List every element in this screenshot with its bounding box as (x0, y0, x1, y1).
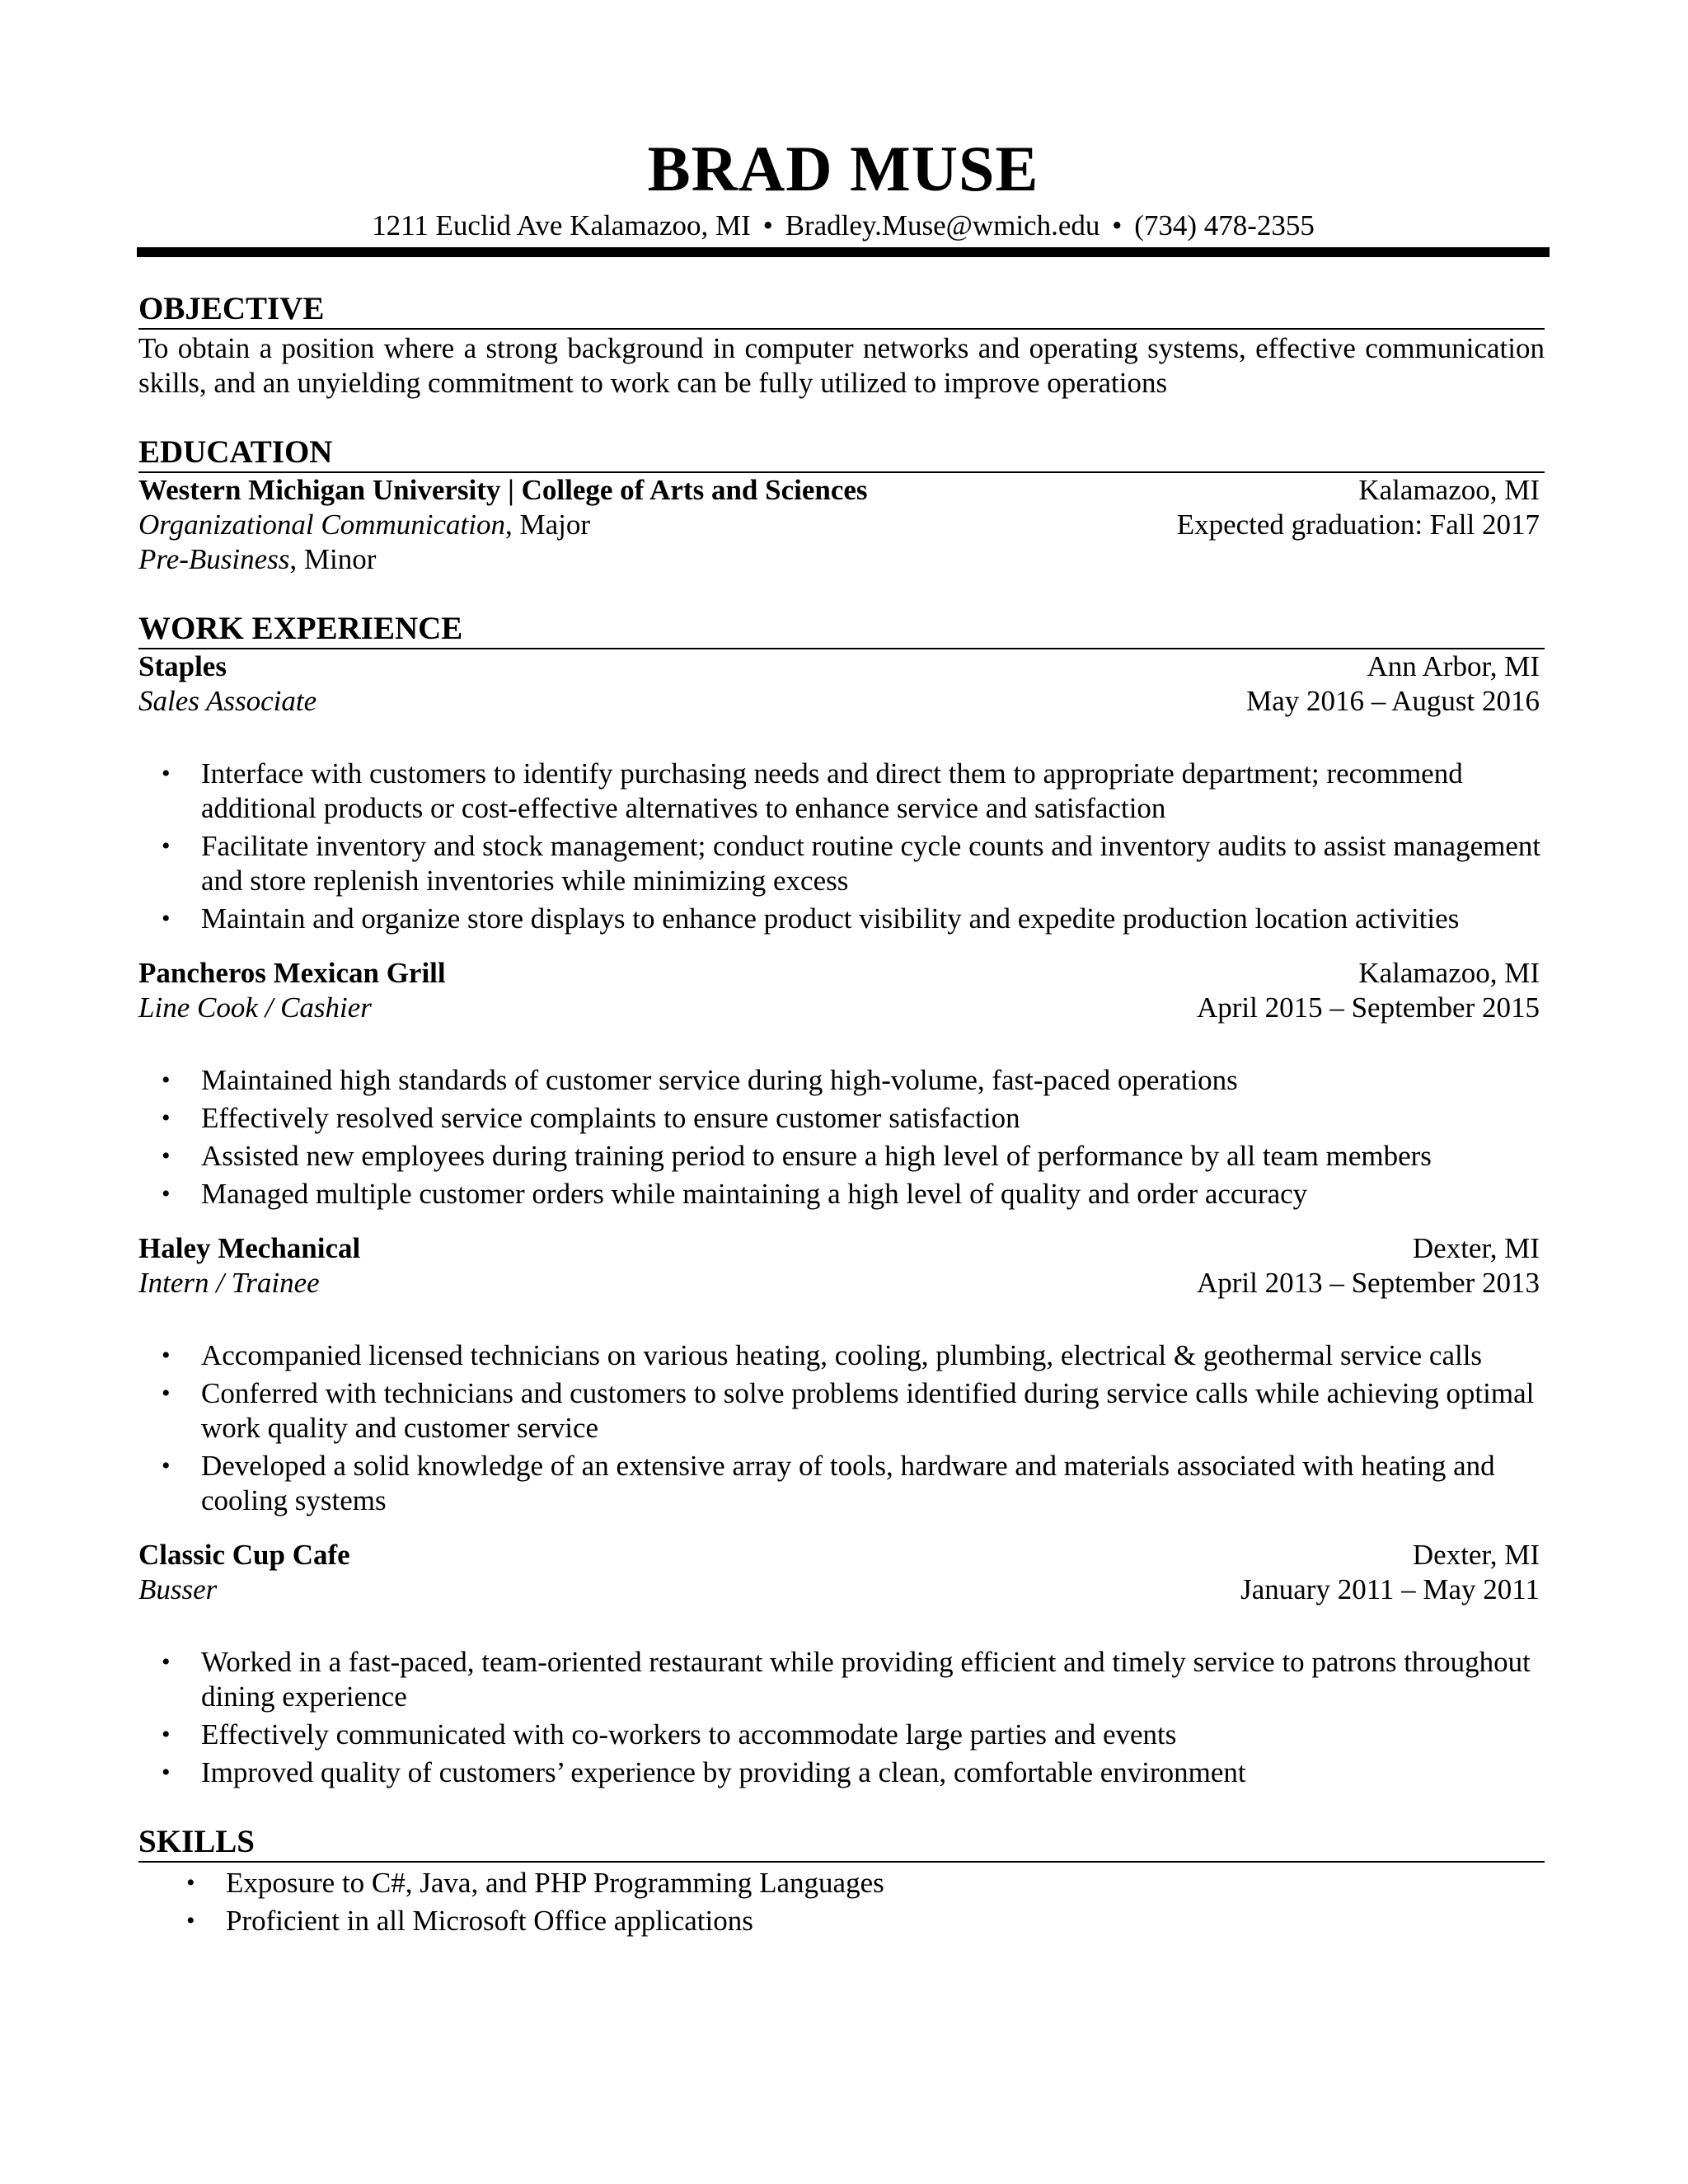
job-bullet (138, 1718, 1545, 1752)
job-role: Busser (138, 1573, 218, 1605)
bullet-text: Improved quality of customers’ experience by providing a clean, comfortable environment (201, 1756, 1246, 1788)
skill-item (138, 1904, 1545, 1938)
bullet-text: Conferred with technicians and customers to solve problems identified during service calls while achieving optimal work quality and customer service (201, 1377, 1535, 1444)
job-bullet (138, 1645, 1545, 1714)
contact-line (137, 208, 1550, 244)
job-bullets (138, 1645, 1545, 1790)
objective-section (138, 290, 1545, 401)
email: Bradley.Muse@wmich.edu (785, 209, 1100, 241)
bullet-text: Interface with customers to identify purchasing needs and direct them to appropriate department; recommend additional products or cost-effective alternatives to enhance service and satisfaction (201, 757, 1463, 824)
job-bullet (138, 1139, 1545, 1174)
bullet-icon: • (162, 1759, 171, 1786)
job-entry (138, 956, 1545, 1212)
company-name: Pancheros Mexican Grill (138, 957, 446, 989)
resume-body (138, 290, 1545, 1971)
section-title-work: WORK EXPERIENCE (138, 610, 1545, 649)
education-row (138, 473, 1545, 508)
work-section (138, 610, 1545, 1790)
job-location: Ann Arbor, MI (1367, 650, 1540, 682)
bullet-text: Worked in a fast-paced, team-oriented restaurant while providing efficient and timely service to patrons throughout dining experience (201, 1646, 1531, 1713)
bullet-icon: • (186, 1869, 195, 1896)
resume-header (137, 132, 1550, 244)
job-role-row (138, 1572, 1545, 1607)
bullet-icon: • (162, 1066, 171, 1094)
job-header-row (138, 956, 1545, 991)
job-role: Sales Associate (138, 685, 317, 717)
bullet-icon: • (162, 1380, 171, 1407)
job-bullet (138, 829, 1545, 898)
job-bullets (138, 1338, 1545, 1518)
bullet-icon: • (162, 1721, 171, 1748)
school-name: Western Michigan University | College of Arts and Sciences (138, 474, 868, 506)
job-bullet (138, 1063, 1545, 1098)
minor-row (138, 542, 1545, 577)
bullet-text: Accompanied licensed technicians on various heating, cooling, plumbing, electrical & geothermal service calls (201, 1339, 1483, 1371)
job-bullet (138, 1177, 1545, 1212)
job-bullets (138, 1063, 1545, 1212)
minor-suffix: , Minor (289, 543, 377, 575)
bullet-text: Assisted new employees during training period to ensure a high level of performance by all team members (201, 1140, 1432, 1172)
major-row (138, 508, 1545, 542)
address: 1211 Euclid Ave Kalamazoo, MI (372, 209, 751, 241)
bullet-text: Maintain and organize store displays to enhance product visibility and expedite production location activities (201, 902, 1460, 935)
bullet-text: Effectively communicated with co-workers to accommodate large parties and events (201, 1718, 1177, 1750)
job-bullet (138, 757, 1545, 826)
bullet-text: Managed multiple customer orders while maintaining a high level of quality and order accuracy (201, 1178, 1308, 1210)
job-bullet (138, 1101, 1545, 1136)
job-role: Intern / Trainee (138, 1267, 320, 1299)
section-title-skills: SKILLS (138, 1823, 1545, 1863)
bullet-icon: • (162, 1648, 171, 1675)
job-location: Dexter, MI (1412, 1232, 1540, 1264)
company-name: Haley Mechanical (138, 1232, 361, 1264)
minor (138, 542, 376, 577)
job-dates: January 2011 – May 2011 (1240, 1573, 1540, 1605)
job-bullets (138, 757, 1545, 936)
section-title-education: EDUCATION (138, 434, 1545, 473)
job-header-row (138, 1231, 1545, 1266)
header-divider (137, 247, 1550, 257)
skills-list (138, 1866, 1545, 1938)
job-location: Dexter, MI (1412, 1539, 1540, 1571)
job-entry (138, 1538, 1545, 1790)
job-dates: April 2013 – September 2013 (1196, 1267, 1540, 1299)
job-bullet (138, 1338, 1545, 1373)
job-bullet (138, 1376, 1545, 1446)
bullet-text: Facilitate inventory and stock management; conduct routine cycle counts and inventory audits to assist management and store replenish inventories while minimizing excess (201, 830, 1541, 897)
company-name: Staples (138, 650, 227, 682)
job-list (138, 649, 1545, 1790)
major-name: Organizational Communication (138, 509, 505, 541)
job-location: Kalamazoo, MI (1358, 957, 1540, 989)
bullet-text: Maintained high standards of customer service during high-volume, fast-paced operations (201, 1064, 1238, 1096)
job-bullet (138, 1755, 1545, 1790)
bullet-icon: • (186, 1907, 195, 1934)
skill-item (138, 1866, 1545, 1900)
bullet-icon: • (162, 1142, 171, 1169)
bullet-icon: • (162, 1342, 171, 1369)
job-dates: April 2015 – September 2015 (1196, 991, 1540, 1024)
job-role-row (138, 1266, 1545, 1301)
objective-text: To obtain a position where a strong background in computer networks and operating systems, effective communication skills, and an unyielding commitment to work can be fully utilized to improve operations (138, 332, 1545, 399)
job-header-row (138, 649, 1545, 684)
company-name: Classic Cup Cafe (138, 1539, 350, 1571)
bullet-icon: • (162, 1180, 171, 1207)
section-title-objective: OBJECTIVE (138, 290, 1545, 330)
major (138, 508, 590, 542)
job-entry (138, 1231, 1545, 1518)
job-role-row (138, 991, 1545, 1025)
skills-section (138, 1823, 1545, 1938)
phone: (734) 478-2355 (1134, 209, 1315, 241)
major-suffix: , Major (504, 509, 591, 541)
job-bullet (138, 902, 1545, 936)
bullet-icon: • (162, 1452, 171, 1479)
job-role-row (138, 684, 1545, 719)
separator: • (762, 209, 773, 241)
bullet-text: Developed a solid knowledge of an extensive array of tools, hardware and materials associated with heating and cooling systems (201, 1450, 1495, 1516)
candidate-name: BRAD MUSE (647, 133, 1039, 204)
skill-text: Exposure to C#, Java, and PHP Programming Languages (226, 1867, 884, 1899)
bullet-icon: • (162, 1104, 171, 1132)
job-dates: May 2016 – August 2016 (1246, 685, 1540, 717)
school-location: Kalamazoo, MI (1358, 474, 1540, 506)
job-entry (138, 649, 1545, 936)
bullet-icon: • (162, 905, 171, 932)
bullet-icon: • (162, 832, 171, 860)
job-bullet (138, 1449, 1545, 1518)
skill-text: Proficient in all Microsoft Office applications (226, 1905, 753, 1937)
job-role: Line Cook / Cashier (138, 991, 372, 1024)
bullet-icon: • (162, 760, 171, 787)
graduation-date: Expected graduation: Fall 2017 (1176, 509, 1540, 541)
bullet-text: Effectively resolved service complaints to ensure customer satisfaction (201, 1102, 1020, 1134)
separator: • (1112, 209, 1123, 241)
education-section (138, 434, 1545, 577)
job-header-row (138, 1538, 1545, 1572)
minor-name: Pre-Business (138, 543, 290, 575)
